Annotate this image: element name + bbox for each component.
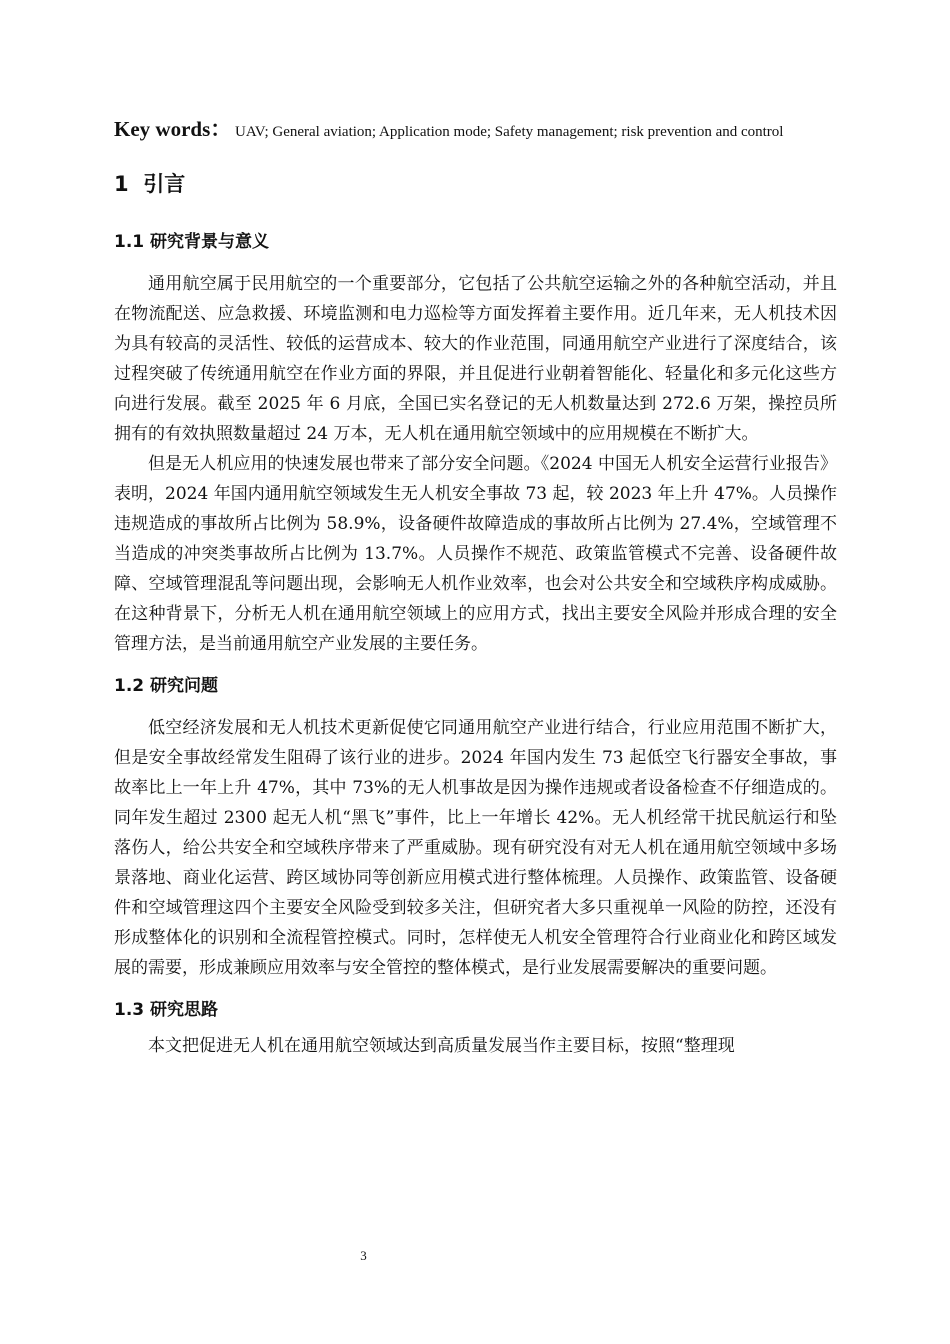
section-number: 1 [114, 172, 129, 196]
section-title: 引言 [143, 172, 186, 196]
paragraph-1-3-a: 本文把促进无人机在通用航空领域达到高质量发展当作主要目标，按照“整理现 [148, 1036, 735, 1056]
keywords-block [114, 118, 837, 144]
paragraph-1-2-a: 低空经济发展和无人机技术更新促使它同通用航空产业进行结合，行业应用范围不断扩大，但是安全事故经常发生阻碍了该行业的进步。2024 年国内发生 73 起低空飞行器安全事故，事故率比上一年上升 47%，其中 73%的无人机事故是因为操作违规或者设备检查不仔细造成的。同年发生超过 2300 起无人机“黑飞”事件，比上一年增长 42%。无人机经常干扰民航运行和坠落伤人，给公共安全和空域秩序带来了严重威胁。现有研究没有对无人机在通用航空领域中多场景落地、商业化运营、跨区域协同等创新应用模式进行整体梳理。人员操作、政策监管、设备硬件和空域管理这四个主要安全风险受到较多关注，但研究者大多只重视单一风险的防控，还没有形成整体化的识别和全流程管控模式。同时，怎样使无人机安全管理符合行业商业化和跨区域发展的需要，形成兼顾应用效率与安全管控的整体模式，是行业发展需要解决的重要问题。 [114, 718, 837, 978]
subsection-heading-1-2: 1.2 研究问题 [114, 676, 219, 696]
paragraph-1-1-a: 通用航空属于民用航空的一个重要部分，它包括了公共航空运输之外的各种航空活动，并且在物流配送、应急救援、环境监测和电力巡检等方面发挥着主要作用。近几年来，无人机技术因为具有较高的灵活性、较低的运营成本、较大的作业范围，同通用航空产业进行了深度结合，该过程突破了传统通用航空在作业方面的界限，并且促进行业朝着智能化、轻量化和多元化这些方向进行发展。截至 2025 年 6 月底，全国已实名登记的无人机数量达到 272.6 万架，操控员所拥有的有效执照数量超过 24 万本，无人机在通用航空领域中的应用规模在不断扩大。 [114, 274, 837, 444]
keywords-label: Key words： [114, 117, 232, 141]
subsection-heading-1-1: 1.1 研究背景与意义 [114, 232, 270, 252]
section-heading [114, 169, 837, 199]
paragraph-1-1-b: 但是无人机应用的快速发展也带来了部分安全问题。《2024 中国无人机安全运营行业报告》表明，2024 年国内通用航空领域发生无人机安全事故 73 起，较 2023 年上升 47%。人员操作违规造成的事故所占比例为 58.9%，设备硬件故障造成的事故所占比例为 27.4%，空域管理不当造成的冲突类事故所占比例为 13.7%。人员操作不规范、政策监管模式不完善、设备硬件故障、空域管理混乱等问题出现，会影响无人机作业效率，也会对公共安全和空域秩序构成威胁。在这种背景下，分析无人机在通用航空领域上的应用方式，找出主要安全风险并形成合理的安全管理方法，是当前通用航空产业发展的主要任务。 [114, 454, 837, 654]
subsection-heading-1-3: 1.3 研究思路 [114, 1000, 219, 1020]
keywords-text: UAV; General aviation; Application mode; Safety management; risk prevention and control [235, 124, 784, 140]
paper-page [114, 118, 837, 1061]
page-number: 3 [360, 1248, 367, 1263]
